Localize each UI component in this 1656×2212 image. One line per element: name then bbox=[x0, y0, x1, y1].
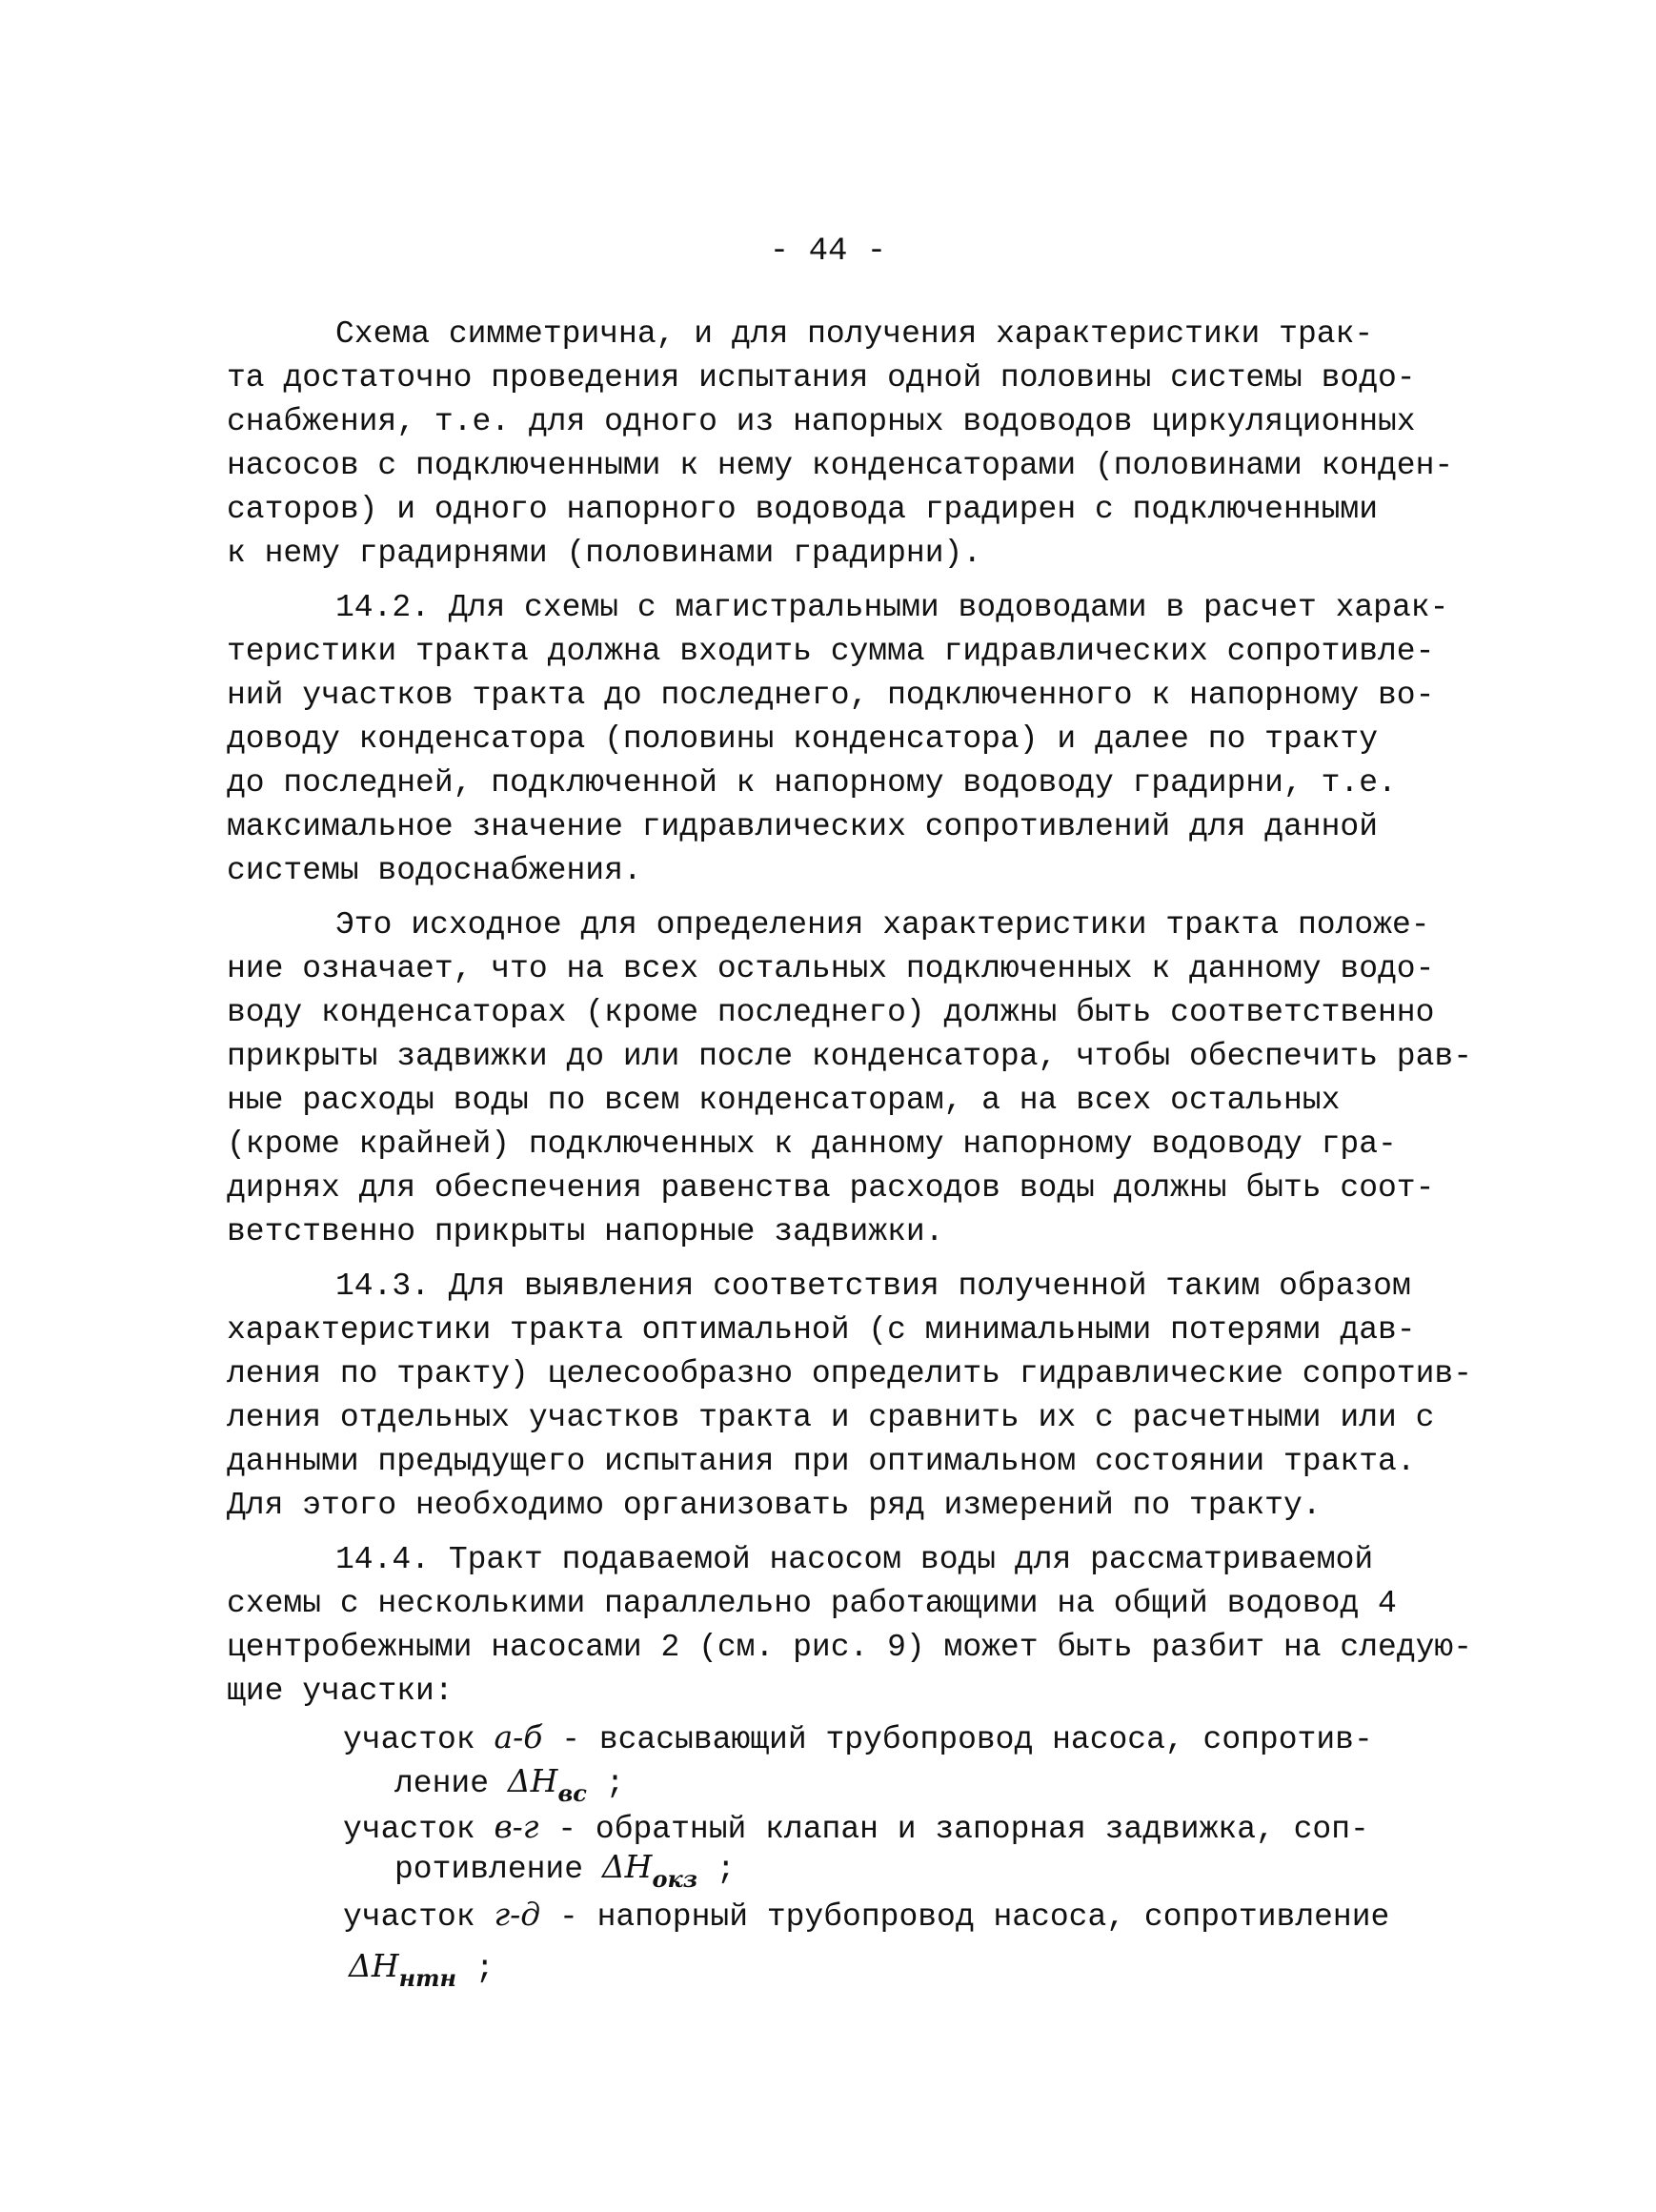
paragraph-line: ные расходы воды по всем конденсаторам, а на всех остальных bbox=[227, 1083, 1341, 1118]
paragraph-line: максимальное значение гидравлических сопротивлений для данной bbox=[227, 809, 1378, 844]
paragraph-line: дирнях для обеспечения равенства расходов воды должны быть соот- bbox=[227, 1170, 1435, 1206]
section-label: а-б bbox=[494, 1718, 543, 1755]
paragraph-line: 14.3. Для выявления соответствия полученной таким образом bbox=[335, 1268, 1411, 1304]
paragraph-line: прикрыты задвижки до или после конденсатора, чтобы обеспечить рав- bbox=[227, 1039, 1473, 1074]
subscript: вс bbox=[557, 1779, 587, 1807]
delta-h-symbol: ΔH bbox=[601, 1848, 653, 1885]
paragraph-line: системы водоснабжения. bbox=[227, 853, 642, 888]
paragraph-line: щие участки: bbox=[227, 1674, 454, 1709]
paragraph-line: снабжения, т.е. для одного из напорных водоводов циркуляционных bbox=[227, 404, 1416, 439]
paragraph-line: Схема симметрична, и для получения характеристики трак- bbox=[335, 316, 1374, 352]
section-prefix: участок bbox=[343, 1812, 495, 1847]
paragraph-line: 14.4. Тракт подаваемой насосом воды для рассматриваемой bbox=[335, 1542, 1374, 1577]
section-g-d-cont bbox=[349, 1944, 495, 2000]
section-cont: ление bbox=[394, 1766, 508, 1801]
section-g-d bbox=[343, 1893, 1389, 1939]
subscript: окз bbox=[652, 1865, 698, 1893]
section-label: в-г bbox=[494, 1808, 539, 1845]
paragraph-line: до последней, подключенной к напорному водоводу градирни, т.е. bbox=[227, 765, 1397, 801]
paragraph-line: та достаточно проведения испытания одной половины системы водо- bbox=[227, 360, 1416, 396]
paragraph-line: к нему градирнями (половинами градирни). bbox=[227, 536, 982, 571]
paragraph-line: характеристики тракта оптимальной (с минимальными потерями дав- bbox=[227, 1312, 1416, 1348]
section-end: ; bbox=[697, 1852, 736, 1887]
paragraph-line: доводу конденсатора (половины конденсатора) и далее по тракту bbox=[227, 721, 1378, 757]
paragraph-line: воду конденсаторах (кроме последнего) должны быть соответственно bbox=[227, 995, 1435, 1030]
page-number: - 44 - bbox=[769, 233, 887, 270]
section-text: - обратный клапан и запорная задвижка, соп- bbox=[538, 1812, 1369, 1847]
paragraph-line: ления отдельных участков тракта и сравнить их с расчетными или с bbox=[227, 1400, 1435, 1435]
subscript: нтн bbox=[398, 1964, 457, 1992]
section-a-b bbox=[343, 1715, 1373, 1762]
delta-h-symbol: ΔH bbox=[507, 1762, 558, 1799]
section-text: - напорный трубопровод насоса, сопротивление bbox=[540, 1899, 1390, 1935]
paragraph-line: Это исходное для определения характеристики тракта положе- bbox=[335, 907, 1430, 943]
paragraph-line: ветственно прикрыты напорные задвижки. bbox=[227, 1214, 944, 1249]
paragraph-line: теристики тракта должна входить сумма гидравлических сопротивле- bbox=[227, 634, 1435, 669]
paragraph-line: насосов с подключенными к нему конденсаторами (половинами конден- bbox=[227, 448, 1454, 483]
paragraph-line: ний участков тракта до последнего, подключенного к напорному во- bbox=[227, 678, 1435, 713]
section-prefix: участок bbox=[343, 1899, 495, 1935]
paragraph-line: данными предыдущего испытания при оптимальном состоянии тракта. bbox=[227, 1444, 1416, 1479]
paragraph-line: (кроме крайней) подключенных к данному напорному водоводу гра- bbox=[227, 1126, 1397, 1162]
section-text: - всасывающий трубопровод насоса, сопротив- bbox=[542, 1722, 1373, 1757]
section-end: ; bbox=[456, 1951, 495, 1986]
section-end: ; bbox=[586, 1766, 625, 1801]
paragraph-line: саторов) и одного напорного водовода градирен с подключенными bbox=[227, 492, 1378, 527]
delta-h-symbol: ΔH bbox=[349, 1947, 399, 1984]
section-prefix: участок bbox=[343, 1722, 495, 1757]
section-label: г-д bbox=[494, 1896, 541, 1933]
paragraph-line: Для этого необходимо организовать ряд измерений по тракту. bbox=[227, 1488, 1322, 1523]
section-cont: ротивление bbox=[394, 1852, 602, 1887]
paragraph-line: ние означает, что на всех остальных подключенных к данному водо- bbox=[227, 951, 1435, 986]
paragraph-line: схемы с несколькими параллельно работающими на общий водовод 4 bbox=[227, 1586, 1397, 1621]
paragraph-line: центробежными насосами 2 (см. рис. 9) может быть разбит на следую- bbox=[227, 1630, 1473, 1665]
paragraph-line: 14.2. Для схемы с магистральными водоводами в расчет харак- bbox=[335, 590, 1449, 625]
paragraph-line: ления по тракту) целесообразно определить гидравлические сопротив- bbox=[227, 1356, 1473, 1391]
